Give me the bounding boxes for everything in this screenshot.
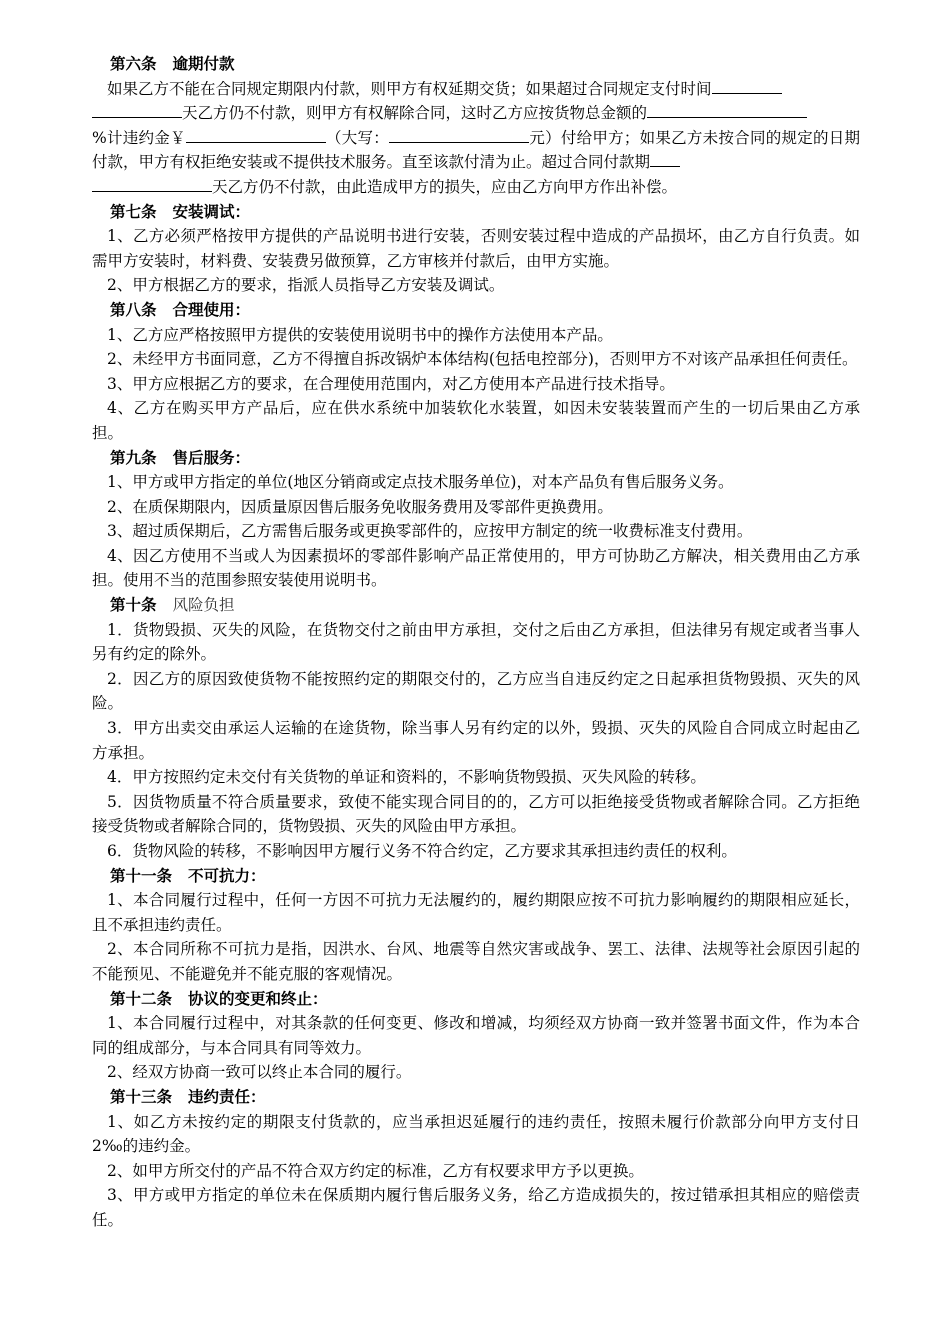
blank-overdue-days-field-cont (92, 176, 212, 192)
clause-paragraph: 2、未经甲方书面同意，乙方不得擅自拆改锅炉本体结构(包括电控部分)，否则甲方不对该产品承担任何责任。 (107, 350, 858, 369)
blank-percent-field (647, 102, 807, 118)
section-11 (92, 864, 860, 987)
section-number: 第十三条 (110, 1086, 173, 1106)
clause-paragraph: 2、在质保期限内，因质量原因售后服务免收服务费用及零部件更换费用。 (107, 497, 613, 516)
section-13 (92, 1085, 860, 1233)
section-title: 安装调试： (172, 201, 251, 221)
section-number: 第九条 (110, 447, 157, 467)
section-10 (92, 593, 860, 864)
section-heading-8 (92, 298, 860, 323)
clause-paragraph: 1、如乙方未按约定的期限支付货款的，应当承担迟延履行的违约责任，按照未履行价款部分向甲方支付日2‰的违约金。 (92, 1112, 860, 1156)
clause-paragraph: 6．货物风险的转移，不影响因甲方履行义务不符合约定，乙方要求其承担违约责任的权利。 (107, 842, 737, 860)
blank-days-field-cont (92, 102, 182, 118)
clause-paragraph: 2．因乙方的原因致使货物不能按照约定的期限交付的，乙方应当自违反约定之日起承担货物毁损、灭失的风险。 (92, 669, 860, 713)
clause-paragraph: 1．货物毁损、灭失的风险，在货物交付之前由甲方承担，交付之后由乙方承担，但法律另有规定或者当事人另有约定的除外。 (92, 620, 860, 664)
clause-paragraph: 2、如甲方所交付的产品不符合双方约定的标准，乙方有权要求甲方予以更换。 (107, 1161, 644, 1180)
text-run: （大写： (325, 128, 390, 147)
text-run: 天乙方仍不付款，由此造成甲方的损失，应由乙方向甲方作出补偿。 (212, 177, 678, 196)
clause-paragraph: 4．甲方按照约定未交付有关货物的单证和资料的，不影响货物毁损、灭失风险的转移。 (107, 768, 706, 787)
section-heading-13 (92, 1085, 860, 1110)
clause-paragraph: 1、乙方应严格按照甲方提供的安装使用说明书中的操作方法使用本产品。 (107, 325, 613, 344)
overdue-payment-paragraph (92, 77, 860, 200)
section-heading-6 (92, 52, 860, 77)
clause-paragraph: 1、乙方必须严格按甲方提供的产品说明书进行安装，否则安装过程中造成的产品损坏，由乙方自行负责。如需甲方安装时，材料费、安装费另做预算，乙方审核并付款后，由甲方实施。 (92, 227, 860, 270)
section-number: 第八条 (110, 299, 157, 319)
section-number: 第六条 (110, 54, 157, 73)
blank-amount-field (186, 127, 326, 143)
clause-paragraph: 1、甲方或甲方指定的单位(地区分销商或定点技术服务单位)，对本产品负有售后服务义务。 (107, 473, 734, 492)
section-number: 第十二条 (110, 988, 173, 1008)
blank-days-field (712, 78, 782, 94)
clause-paragraph: 2、本合同所称不可抗力是指，因洪水、台风、地震等自然灾害或战争、罢工、法律、法规等社会原因引起的不能预见、不能避免并不能克服的客观情况。 (92, 940, 860, 983)
section-title: 协议的变更和终止： (188, 988, 328, 1008)
clause-paragraph: 3、超过质保期后，乙方需售后服务或更换零部件的，应按甲方制定的统一收费标准支付费用。 (107, 522, 753, 541)
section-heading-10 (92, 593, 860, 618)
clause-paragraph: 2、经双方协商一致可以终止本合同的履行。 (107, 1063, 412, 1082)
section-heading-11 (92, 864, 860, 889)
clause-paragraph: 5．因货物质量不符合质量要求，致使不能实现合同目的的，乙方可以拒绝接受货物或者解除合同。乙方拒绝接受货物或者解除合同的，货物毁损、灭失的风险由甲方承担。 (92, 792, 860, 836)
section-heading-9 (92, 446, 860, 471)
section-title: 售后服务： (172, 447, 251, 467)
text-run: %计违约金￥ (92, 128, 186, 147)
text-run: 如果乙方不能在合同规定期限内付款，则甲方有权延期交货；如果超过合同规定支付时间 (107, 79, 712, 98)
clause-paragraph: 3．甲方出卖交由承运人运输的在途货物，除当事人另有约定的以外，毁损、灭失的风险自合同成立时起由乙方承担。 (92, 719, 860, 762)
section-title: 逾期付款 (172, 54, 235, 73)
clause-paragraph: 1、本合同履行过程中，对其条款的任何变更、修改和增减，均须经双方协商一致并签署书面文件，作为本合同的组成部分，与本合同具有同等效力。 (92, 1014, 860, 1057)
section-number: 第十一条 (110, 865, 173, 885)
section-heading-12 (92, 987, 860, 1012)
clause-paragraph: 2、甲方根据乙方的要求，指派人员指导乙方安装及调试。 (107, 276, 505, 295)
blank-amount-words-field (389, 127, 529, 143)
clause-paragraph: 4、乙方在购买甲方产品后，应在供水系统中加装软化水装置，如因未安装装置而产生的一切后果由乙方承担。 (92, 399, 860, 442)
text-run: 元）付给甲方；如果乙方未按合同的规定的日期付款，甲方有权拒绝安装或不提供技术服务。直至该款付清为止。超过合同付款期 (92, 128, 860, 172)
section-12 (92, 987, 860, 1085)
blank-overdue-days-field (650, 151, 680, 167)
section-8 (92, 298, 860, 446)
section-number: 第十条 (110, 595, 157, 615)
section-7 (92, 200, 860, 298)
section-title: 风险负担 (172, 596, 235, 615)
clause-paragraph: 4、因乙方使用不当或人为因素损坏的零部件影响产品正常使用的，甲方可协助乙方解决，相关费用由乙方承担。使用不当的范围参照安装使用说明书。 (92, 546, 860, 590)
clause-paragraph: 3、甲方或甲方指定的单位未在保质期内履行售后服务义务，给乙方造成损失的，按过错承担其相应的赔偿责任。 (92, 1186, 860, 1229)
text-run: 天乙方仍不付款，则甲方有权解除合同，这时乙方应按货物总金额的 (182, 104, 648, 123)
section-title: 违约责任： (188, 1086, 266, 1106)
clause-paragraph: 1、本合同履行过程中，任何一方因不可抗力无法履约的，履约期限应按不可抗力影响履约的期限相应延长，且不承担违约责任。 (92, 891, 860, 934)
section-title: 合理使用： (172, 299, 251, 319)
section-heading-7 (92, 200, 860, 225)
section-9 (92, 446, 860, 594)
section-title: 不可抗力： (188, 865, 266, 885)
section-number: 第七条 (110, 201, 157, 221)
clause-paragraph: 3、甲方应根据乙方的要求，在合理使用范围内，对乙方使用本产品进行技术指导。 (107, 374, 675, 393)
